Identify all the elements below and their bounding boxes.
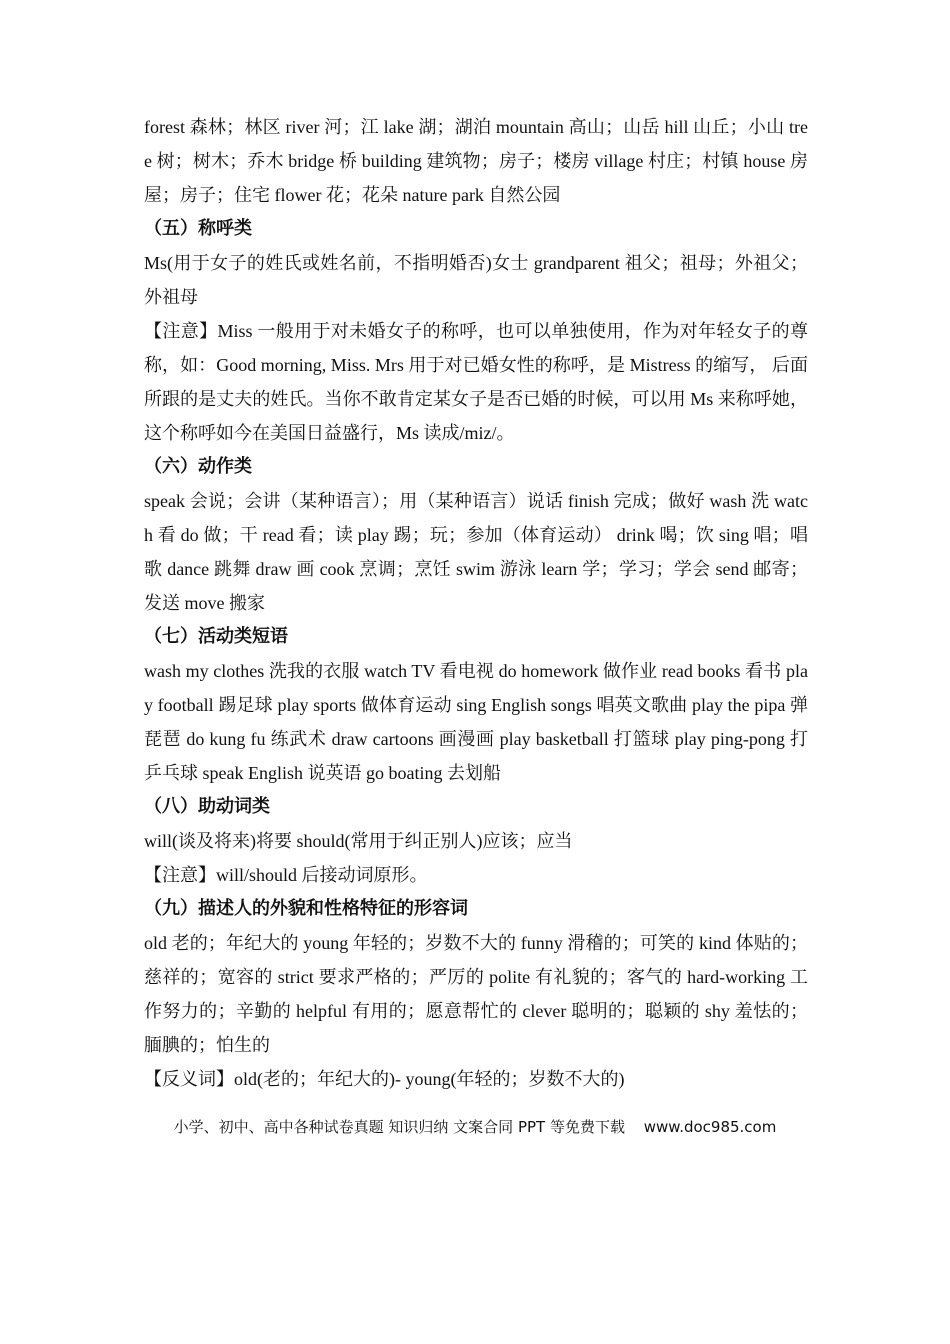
footer-text: 小学、初中、高中各种试卷真题 知识归纳 文案合同 PPT 等免费下载: [173, 1118, 625, 1136]
paragraph-auxiliary-verbs: will(谈及将来)将要 should(常用于纠正别人)应该；应当: [144, 831, 573, 851]
heading-address-terms: （五）称呼类: [144, 218, 252, 239]
page-footer: [0, 1116, 950, 1137]
paragraph-activity-phrases: wash my clothes 洗我的衣服 watch TV 看电视 do homework 做作业 read books 看书 play football 踢足球 play sports 做体育运动 sing English songs 唱英文歌曲 play the pipa 弹琵琶 do kung fu 练武术 draw cartoons 画漫画 play basketball 打篮球 play ping-pong 打乒乓球 speak English 说英语 go boating 去划船: [144, 661, 808, 783]
heading-adjectives: （九）描述人的外貌和性格特征的形容词: [144, 898, 468, 919]
heading-actions: （六）动作类: [144, 456, 252, 477]
heading-auxiliary-verbs: （八）助动词类: [144, 796, 270, 817]
paragraph-note-miss-mrs-ms: 【注意】Miss 一般用于对未婚女子的称呼，也可以单独使用，作为对年轻女子的尊称，如：Good morning, Miss. Mrs 用于对已婚女性的称呼，是 Mistress 的缩写， 后面所跟的是丈夫的姓氏。当你不敢肯定某女子是否已婚的时候，可以用 Ms 来称呼她，这个称呼如今在美国日益盛行，Ms 读成/miz/。: [144, 321, 808, 443]
paragraph-adjectives: old 老的；年纪大的 young 年轻的；岁数不大的 funny 滑稽的；可笑的 kind 体贴的；慈祥的；宽容的 strict 要求严格的；严厉的 polite 有礼貌的；客气的 hard-working 工作努力的；辛勤的 helpful 有用的；愿意帮忙的 clever 聪明的；聪颖的 shy 羞怯的；腼腆的；怕生的: [144, 933, 808, 1055]
paragraph-address-terms: Ms(用于女子的姓氏或姓名前，不指明婚否)女士 grandparent 祖父；祖母；外祖父；外祖母: [144, 253, 808, 307]
document-body: [144, 110, 808, 1096]
heading-activity-phrases: （七）活动类短语: [144, 626, 288, 647]
paragraph-antonyms: 【反义词】old(老的；年纪大的)- young(年轻的；岁数不大的): [144, 1069, 625, 1089]
paragraph-action-verbs: speak 会说；会讲（某种语言）；用（某种语言）说话 finish 完成；做好 wash 洗 watch 看 do 做；干 read 看；读 play 踢；玩；参加（体育运动） drink 喝；饮 sing 唱；唱歌 dance 跳舞 draw 画 cook 烹调；烹饪 swim 游泳 learn 学；学习；学会 send 邮寄；发送 move 搬家: [144, 491, 809, 613]
paragraph-nature-words: forest 森林；林区 river 河；江 lake 湖；湖泊 mountain 高山；山岳 hill 山丘；小山 tree 树；树木；乔木 bridge 桥 building 建筑物；房子；楼房 village 村庄；村镇 house 房屋；房子；住宅 flower 花；花朵 nature park 自然公园: [144, 117, 808, 205]
paragraph-note-auxiliary: 【注意】will/should 后接动词原形。: [144, 865, 428, 885]
footer-url[interactable]: www.doc985.com: [643, 1118, 777, 1136]
